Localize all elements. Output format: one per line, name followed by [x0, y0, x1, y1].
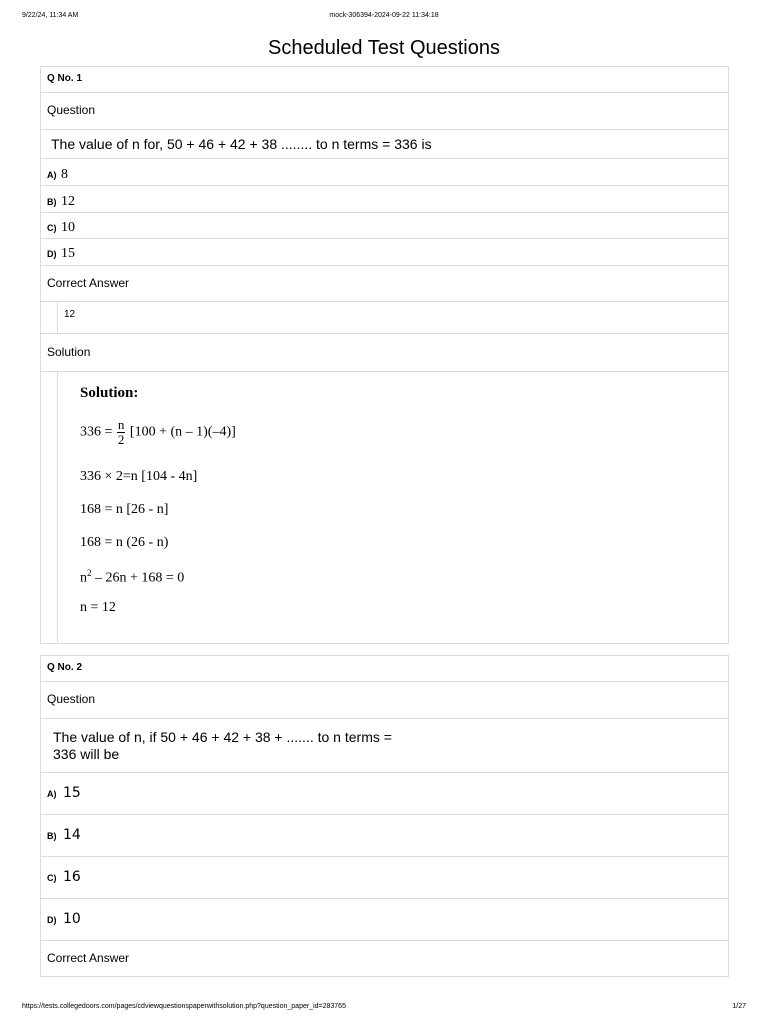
solution-box [57, 372, 728, 643]
solution-step-2: 336 × 2=n [104 - 4n] [80, 469, 198, 484]
option-text: 10 [60, 220, 75, 235]
option-text: 15 [62, 785, 81, 801]
step-1-lhs: 336 = [80, 424, 113, 440]
page-number: 1/27 [732, 1003, 746, 1010]
option-c-row[interactable] [41, 857, 728, 899]
question-label-row [41, 682, 728, 719]
correct-answer-label: Correct Answer [47, 951, 130, 965]
question-label: Question [47, 103, 96, 117]
option-d[interactable] [47, 244, 75, 262]
fraction-denominator: 2 [117, 432, 125, 447]
option-a-row[interactable] [41, 159, 728, 186]
option-letter: B) [47, 831, 57, 841]
option-text: 16 [62, 869, 81, 885]
option-letter: C) [47, 223, 57, 233]
option-d-row[interactable] [41, 239, 728, 266]
solution-label-row [41, 334, 728, 372]
question-text-line-1: The value of n, if 50 + 46 + 42 + 38 + ....... to n terms = [53, 729, 392, 745]
print-header [22, 12, 746, 22]
option-text: 8 [60, 167, 68, 182]
option-letter: D) [47, 249, 57, 259]
solution-step-5 [80, 568, 184, 587]
option-b-row[interactable] [41, 186, 728, 213]
question-text-line-2: 336 will be [53, 746, 120, 762]
question-number: Q No. 1 [47, 73, 83, 84]
solution-heading: Solution: [80, 385, 139, 401]
solution-step-3: 168 = n [26 - n] [80, 502, 169, 517]
page-url: https://tests.collegedoors.com/pages/cdviewquestionspaperwithsolution.php?question_paper_id=283765 [22, 1003, 346, 1010]
question-text-row [41, 719, 728, 773]
question-text-row [41, 130, 728, 159]
option-letter: A) [47, 170, 57, 180]
option-text: 15 [60, 246, 75, 261]
question-number-row [41, 67, 728, 93]
correct-answer-label: Correct Answer [47, 276, 130, 290]
solution-step-6: n = 12 [80, 600, 116, 615]
option-c[interactable] [47, 218, 75, 236]
question-number-row [41, 656, 728, 682]
option-text: 12 [60, 194, 75, 209]
print-doc-title: mock-306394-2024-09-22 11:34:18 [329, 12, 439, 19]
option-letter: D) [47, 915, 57, 925]
step-1-rhs: [100 + (n – 1)(–4)] [129, 424, 236, 440]
correct-answer-label-row [41, 266, 728, 302]
option-letter: B) [47, 197, 57, 207]
question-text: The value of n for, 50 + 46 + 42 + 38 ........ to n terms = 336 is [51, 136, 432, 152]
solution-label: Solution [47, 345, 91, 359]
correct-answer-row [41, 302, 728, 334]
question-card-2 [40, 655, 729, 977]
option-b[interactable] [47, 826, 81, 844]
option-d[interactable] [47, 910, 81, 928]
option-c[interactable] [47, 868, 81, 886]
fraction-numerator: n [117, 417, 125, 432]
step-5-rest: – 26n + 168 = 0 [91, 570, 185, 586]
print-datetime: 9/22/24, 11:34 AM [22, 12, 79, 19]
print-footer [22, 1003, 746, 1013]
step-5-exponent: 2 [87, 568, 92, 578]
option-b[interactable] [47, 192, 75, 210]
question-label-row [41, 93, 728, 130]
solution-row [41, 372, 728, 643]
option-a[interactable] [47, 784, 81, 802]
solution-step-4: 168 = n (26 - n) [80, 535, 169, 550]
question-card-1 [40, 66, 729, 644]
option-b-row[interactable] [41, 815, 728, 857]
option-a-row[interactable] [41, 773, 728, 815]
option-text: 14 [62, 827, 81, 843]
option-letter: A) [47, 789, 57, 799]
question-label: Question [47, 692, 96, 706]
correct-answer-box [57, 302, 76, 333]
option-a[interactable] [47, 165, 68, 183]
option-letter: C) [47, 873, 57, 883]
page-title: Scheduled Test Questions [267, 37, 500, 59]
option-d-row[interactable] [41, 899, 728, 941]
correct-answer-label-row [41, 941, 728, 976]
correct-answer-value: 12 [64, 309, 76, 320]
fraction [117, 418, 126, 447]
solution-step-1 [80, 418, 236, 447]
option-text: 10 [62, 911, 81, 927]
step-5-base: n [80, 570, 87, 586]
question-number: Q No. 2 [47, 662, 83, 673]
option-c-row[interactable] [41, 213, 728, 239]
